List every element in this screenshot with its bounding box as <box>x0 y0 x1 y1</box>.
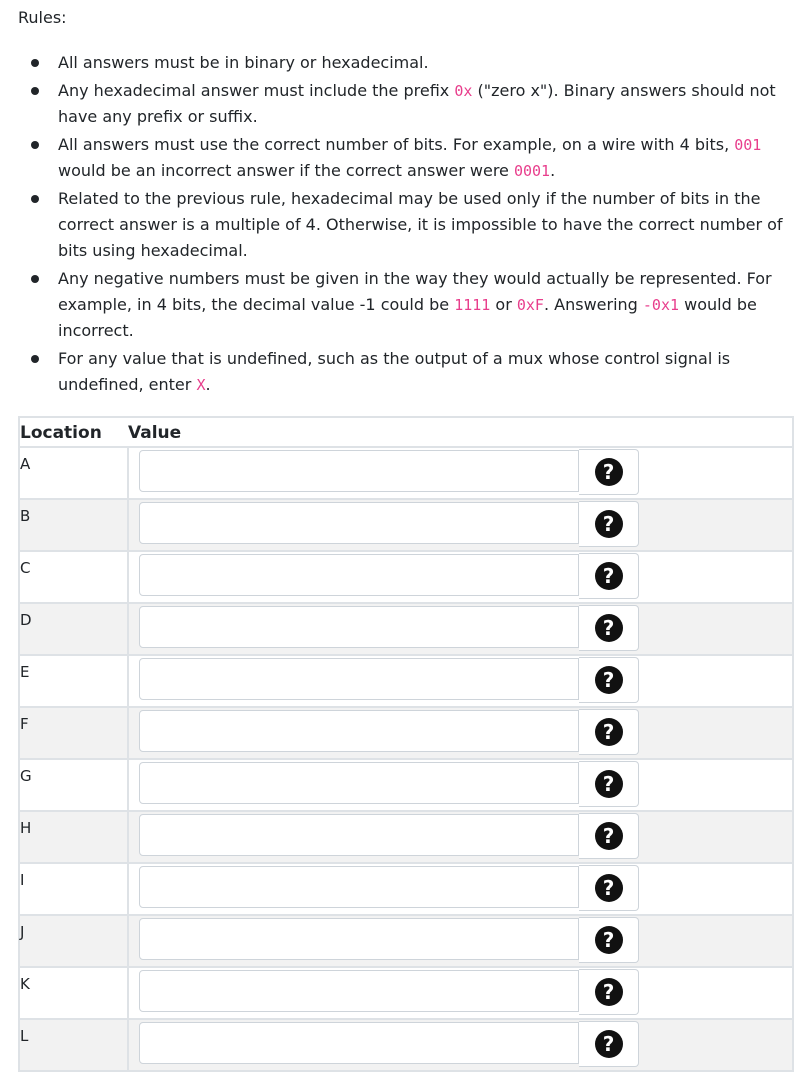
answer-table <box>18 416 794 1072</box>
value-cell <box>128 603 793 655</box>
input-group <box>139 1022 639 1066</box>
table-row <box>19 603 793 655</box>
help-button[interactable] <box>579 969 639 1015</box>
rule-text: Any hexadecimal answer must include the prefix <box>58 81 455 100</box>
value-cell <box>128 551 793 603</box>
value-input[interactable] <box>139 554 579 596</box>
question-circle-icon: ? <box>595 666 623 694</box>
value-cell <box>128 707 793 759</box>
table-row <box>19 759 793 811</box>
value-cell <box>128 655 793 707</box>
table-row <box>19 1019 793 1071</box>
value-input[interactable] <box>139 502 579 544</box>
rule-text: Related to the previous rule, hexadecimal may be used only if the number of bits in the correct answer is a multiple of 4. Otherwise, it is impossible to have the correct number of bits using hexadecimal. <box>58 189 783 260</box>
location-label: I <box>19 863 128 915</box>
rule-text: Any negative numbers must be given in the way they would actually be represented. For example, in 4 bits, the decimal value -1 could be <box>58 269 772 314</box>
table-row <box>19 863 793 915</box>
table-row <box>19 967 793 1019</box>
input-group <box>139 762 639 806</box>
rule-text: would be incorrect. <box>58 295 757 340</box>
value-cell <box>128 499 793 551</box>
rules-title: Rules: <box>18 8 67 27</box>
location-label: B <box>19 499 128 551</box>
input-group <box>139 658 639 702</box>
code-snippet: 0x <box>454 82 473 100</box>
question-circle-icon: ? <box>595 1030 623 1058</box>
help-button[interactable] <box>579 709 639 755</box>
value-cell <box>128 967 793 1019</box>
value-cell <box>128 447 793 499</box>
location-label: G <box>19 759 128 811</box>
code-snippet: 0001 <box>513 162 551 180</box>
value-cell <box>128 915 793 967</box>
rule-item <box>0 346 800 398</box>
question-circle-icon: ? <box>595 978 623 1006</box>
input-group <box>139 918 639 962</box>
location-label: D <box>19 603 128 655</box>
question-circle-icon: ? <box>595 510 623 538</box>
value-header: Value <box>128 423 182 443</box>
location-label: A <box>19 447 128 499</box>
value-input[interactable] <box>139 658 579 700</box>
table-row <box>19 655 793 707</box>
question-circle-icon: ? <box>595 822 623 850</box>
question-circle-icon: ? <box>595 926 623 954</box>
value-input[interactable] <box>139 1022 579 1064</box>
rule-text: ("zero x"). Binary answers should not have any prefix or suffix. <box>58 81 776 126</box>
location-label: F <box>19 707 128 759</box>
rule-text: All answers must use the correct number of bits. For example, on a wire with 4 bits, <box>58 135 735 154</box>
rule-text: or <box>490 295 517 314</box>
location-label: E <box>19 655 128 707</box>
location-label: K <box>19 967 128 1019</box>
rule-item <box>0 78 800 130</box>
input-group <box>139 502 639 546</box>
question-circle-icon: ? <box>595 770 623 798</box>
input-group <box>139 866 639 910</box>
value-input[interactable] <box>139 918 579 960</box>
code-snippet: -0x1 <box>642 296 680 314</box>
code-snippet: 0xF <box>516 296 544 314</box>
rule-text: . <box>550 161 556 180</box>
help-button[interactable] <box>579 449 639 495</box>
help-button[interactable] <box>579 865 639 911</box>
code-snippet: 001 <box>734 136 762 154</box>
value-input[interactable] <box>139 606 579 648</box>
input-group <box>139 814 639 858</box>
question-circle-icon: ? <box>595 718 623 746</box>
table-row <box>19 915 793 967</box>
location-label: C <box>19 551 128 603</box>
help-button[interactable] <box>579 917 639 963</box>
rule-item <box>0 186 800 264</box>
help-button[interactable] <box>579 657 639 703</box>
value-input[interactable] <box>139 710 579 752</box>
help-button[interactable] <box>579 605 639 651</box>
rule-text: All answers must be in binary or hexadecimal. <box>58 53 429 72</box>
help-button[interactable] <box>579 553 639 599</box>
value-input[interactable] <box>139 970 579 1012</box>
table-row <box>19 447 793 499</box>
table-row <box>19 707 793 759</box>
table-row <box>19 811 793 863</box>
help-button[interactable] <box>579 1021 639 1067</box>
value-cell <box>128 759 793 811</box>
rules-list <box>0 50 800 400</box>
rule-text: . Answering <box>543 295 643 314</box>
rule-item <box>0 50 800 76</box>
help-button[interactable] <box>579 761 639 807</box>
rule-item <box>0 266 800 344</box>
value-cell <box>128 811 793 863</box>
rule-text: would be an incorrect answer if the correct answer were <box>58 161 514 180</box>
question-circle-icon: ? <box>595 562 623 590</box>
value-cell <box>128 863 793 915</box>
value-input[interactable] <box>139 450 579 492</box>
help-button[interactable] <box>579 813 639 859</box>
location-header: Location <box>20 423 102 443</box>
question-circle-icon: ? <box>595 874 623 902</box>
code-snippet: 1111 <box>454 296 491 314</box>
location-label: H <box>19 811 128 863</box>
location-label: J <box>19 915 128 967</box>
input-group <box>139 606 639 650</box>
rule-item <box>0 132 800 184</box>
input-group <box>139 970 639 1014</box>
location-label: L <box>19 1019 128 1071</box>
value-input[interactable] <box>139 814 579 856</box>
help-button[interactable] <box>579 501 639 547</box>
input-group <box>139 450 639 494</box>
rule-text: . <box>205 375 211 394</box>
code-snippet: X <box>196 376 206 394</box>
input-group <box>139 710 639 754</box>
value-input[interactable] <box>139 762 579 804</box>
table-row <box>19 551 793 603</box>
value-input[interactable] <box>139 866 579 908</box>
question-circle-icon: ? <box>595 458 623 486</box>
question-circle-icon: ? <box>595 614 623 642</box>
table-row <box>19 499 793 551</box>
rule-text: For any value that is undefined, such as the output of a mux whose control signal is undefined, enter <box>58 349 731 394</box>
value-cell <box>128 1019 793 1071</box>
input-group <box>139 554 639 598</box>
